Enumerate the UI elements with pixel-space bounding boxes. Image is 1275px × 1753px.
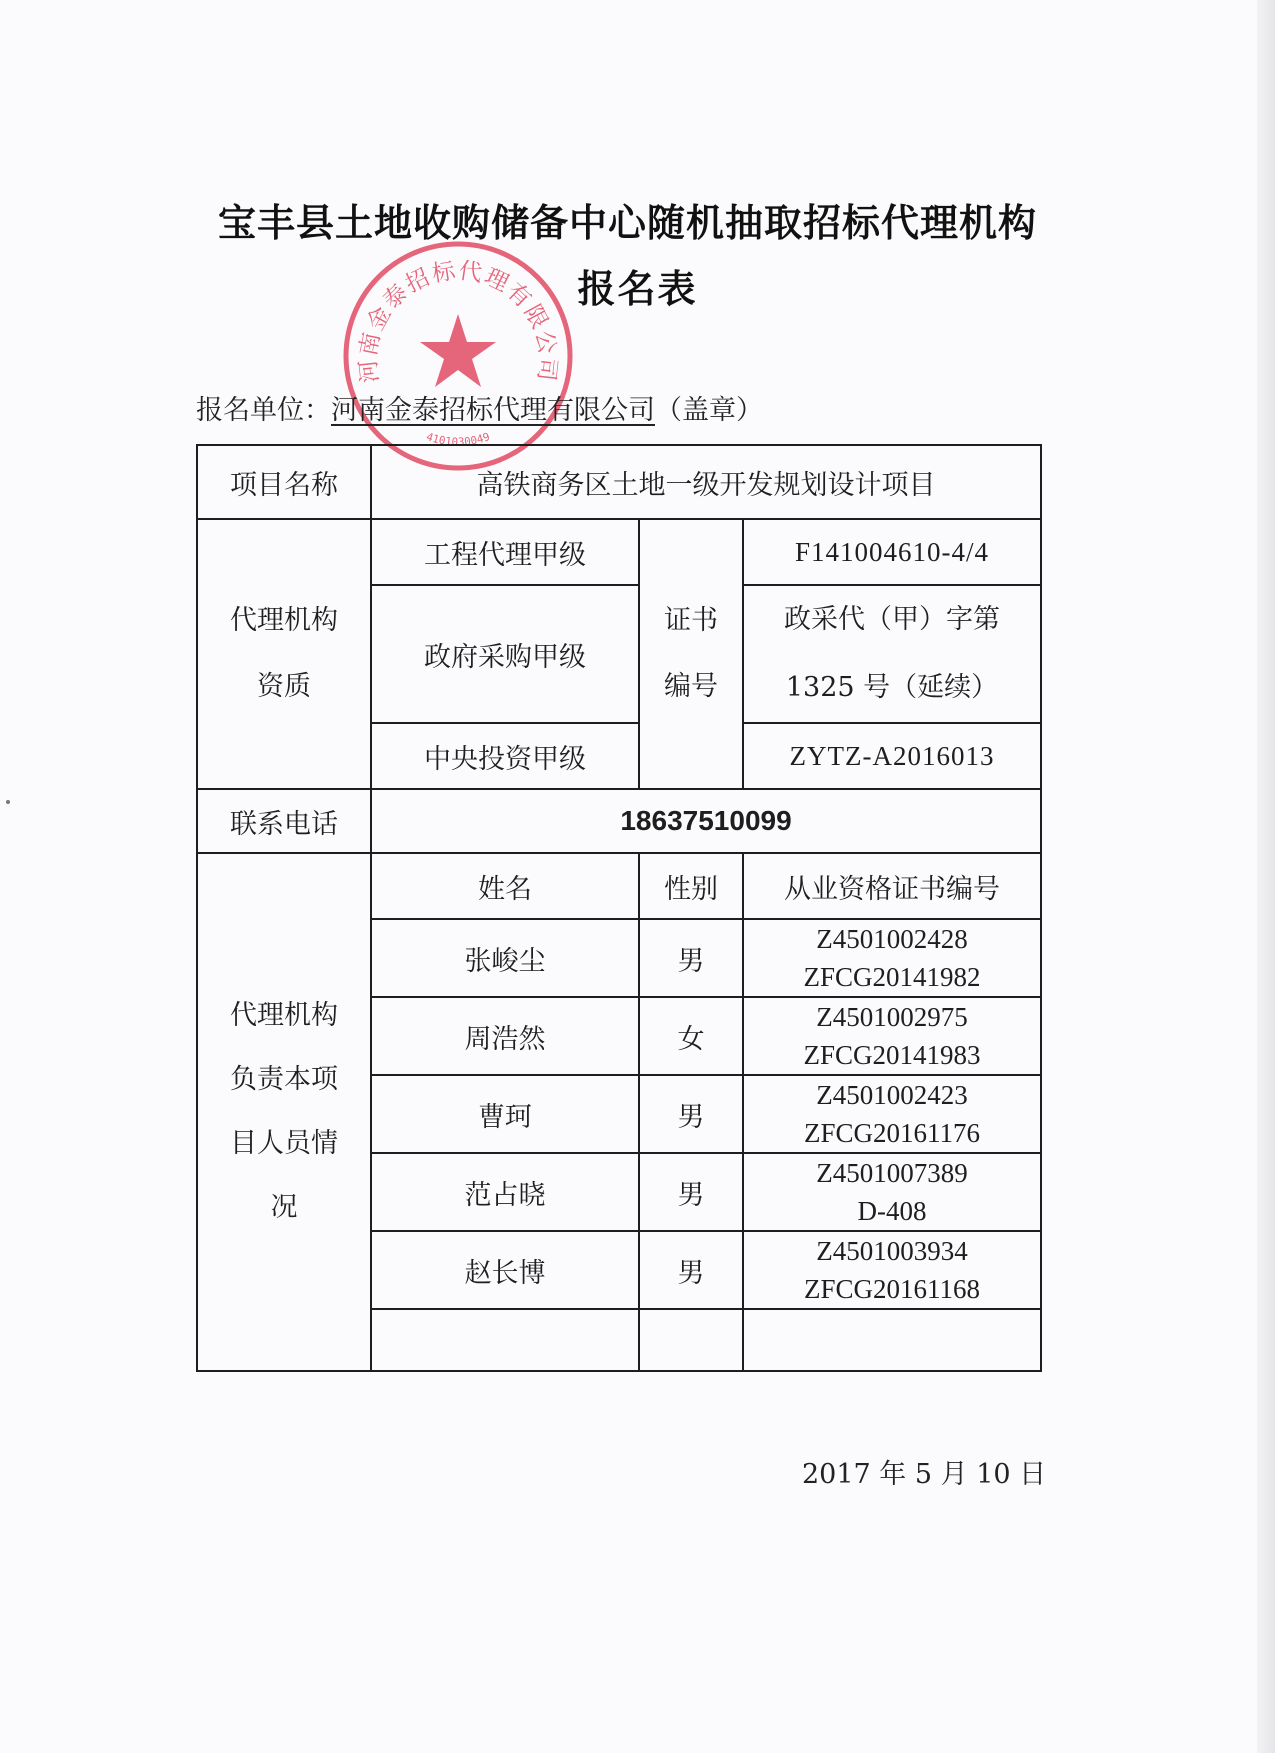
staff-header-name: 姓名 xyxy=(371,853,639,919)
seal-text: 河南金泰招标代理有限公司 xyxy=(355,257,561,385)
document-date: 2017 年 5 月 10 日 xyxy=(802,1459,1047,1490)
staff-gender: 男 xyxy=(639,1075,743,1153)
project-name-value: 高铁商务区土地一级开发规划设计项目 xyxy=(371,445,1041,519)
company-seal xyxy=(338,236,578,476)
qualification-cert: 政采代（甲）字第 1325 号（延续） xyxy=(743,585,1041,723)
staff-name-empty xyxy=(371,1309,639,1371)
staff-name: 曹珂 xyxy=(371,1075,639,1153)
cert-number-label: 证书 编号 xyxy=(639,519,743,789)
staff-header-row xyxy=(197,853,1041,919)
unit-name: 河南金泰招标代理有限公司 xyxy=(331,395,655,426)
project-row xyxy=(197,445,1041,519)
staff-name: 张峻尘 xyxy=(371,919,639,997)
staff-section-label: 代理机构 负责本项 目人员情 况 xyxy=(197,853,371,1371)
staff-cert: Z4501002975 ZFCG20141983 xyxy=(743,997,1041,1075)
staff-gender: 男 xyxy=(639,1231,743,1309)
staff-name: 范占晓 xyxy=(371,1153,639,1231)
qualification-cert: F141004610-4/4 xyxy=(743,519,1041,585)
phone-value: 18637510099 xyxy=(371,789,1041,853)
project-name-label: 项目名称 xyxy=(197,445,371,519)
staff-cert: Z4501007389 D-408 xyxy=(743,1153,1041,1231)
staff-gender: 男 xyxy=(639,1153,743,1231)
registrant-line xyxy=(196,388,763,427)
staff-cert: Z4501002423 ZFCG20161176 xyxy=(743,1075,1041,1153)
qualification-name: 中央投资甲级 xyxy=(371,723,639,789)
seal-star xyxy=(420,314,496,387)
phone-label: 联系电话 xyxy=(197,789,371,853)
staff-cert: Z4501003934 ZFCG20161168 xyxy=(743,1231,1041,1309)
staff-name: 周浩然 xyxy=(371,997,639,1075)
registration-table xyxy=(196,444,1042,1372)
qualification-row xyxy=(197,519,1041,585)
unit-label: 报名单位： xyxy=(196,395,331,426)
document-subtitle: 报名表 xyxy=(577,267,698,311)
staff-gender-empty xyxy=(639,1309,743,1371)
qualification-label: 代理机构 资质 xyxy=(197,519,371,789)
unit-suffix: （盖章） xyxy=(655,395,763,426)
phone-row xyxy=(197,789,1041,853)
qualification-name: 工程代理甲级 xyxy=(371,519,639,585)
staff-header-gender: 性别 xyxy=(639,853,743,919)
seal-number: 4101030049 xyxy=(424,430,492,449)
staff-header-cert: 从业资格证书编号 xyxy=(743,853,1041,919)
staff-cert-empty xyxy=(743,1309,1041,1371)
qualification-cert: ZYTZ-A2016013 xyxy=(743,723,1041,789)
staff-cert: Z4501002428 ZFCG20141982 xyxy=(743,919,1041,997)
staff-gender: 女 xyxy=(639,997,743,1075)
scan-speck xyxy=(6,800,10,804)
document-title: 宝丰县土地收购储备中心随机抽取招标代理机构 xyxy=(217,201,1037,245)
staff-name: 赵长博 xyxy=(371,1231,639,1309)
qualification-name: 政府采购甲级 xyxy=(371,585,639,723)
staff-gender: 男 xyxy=(639,919,743,997)
